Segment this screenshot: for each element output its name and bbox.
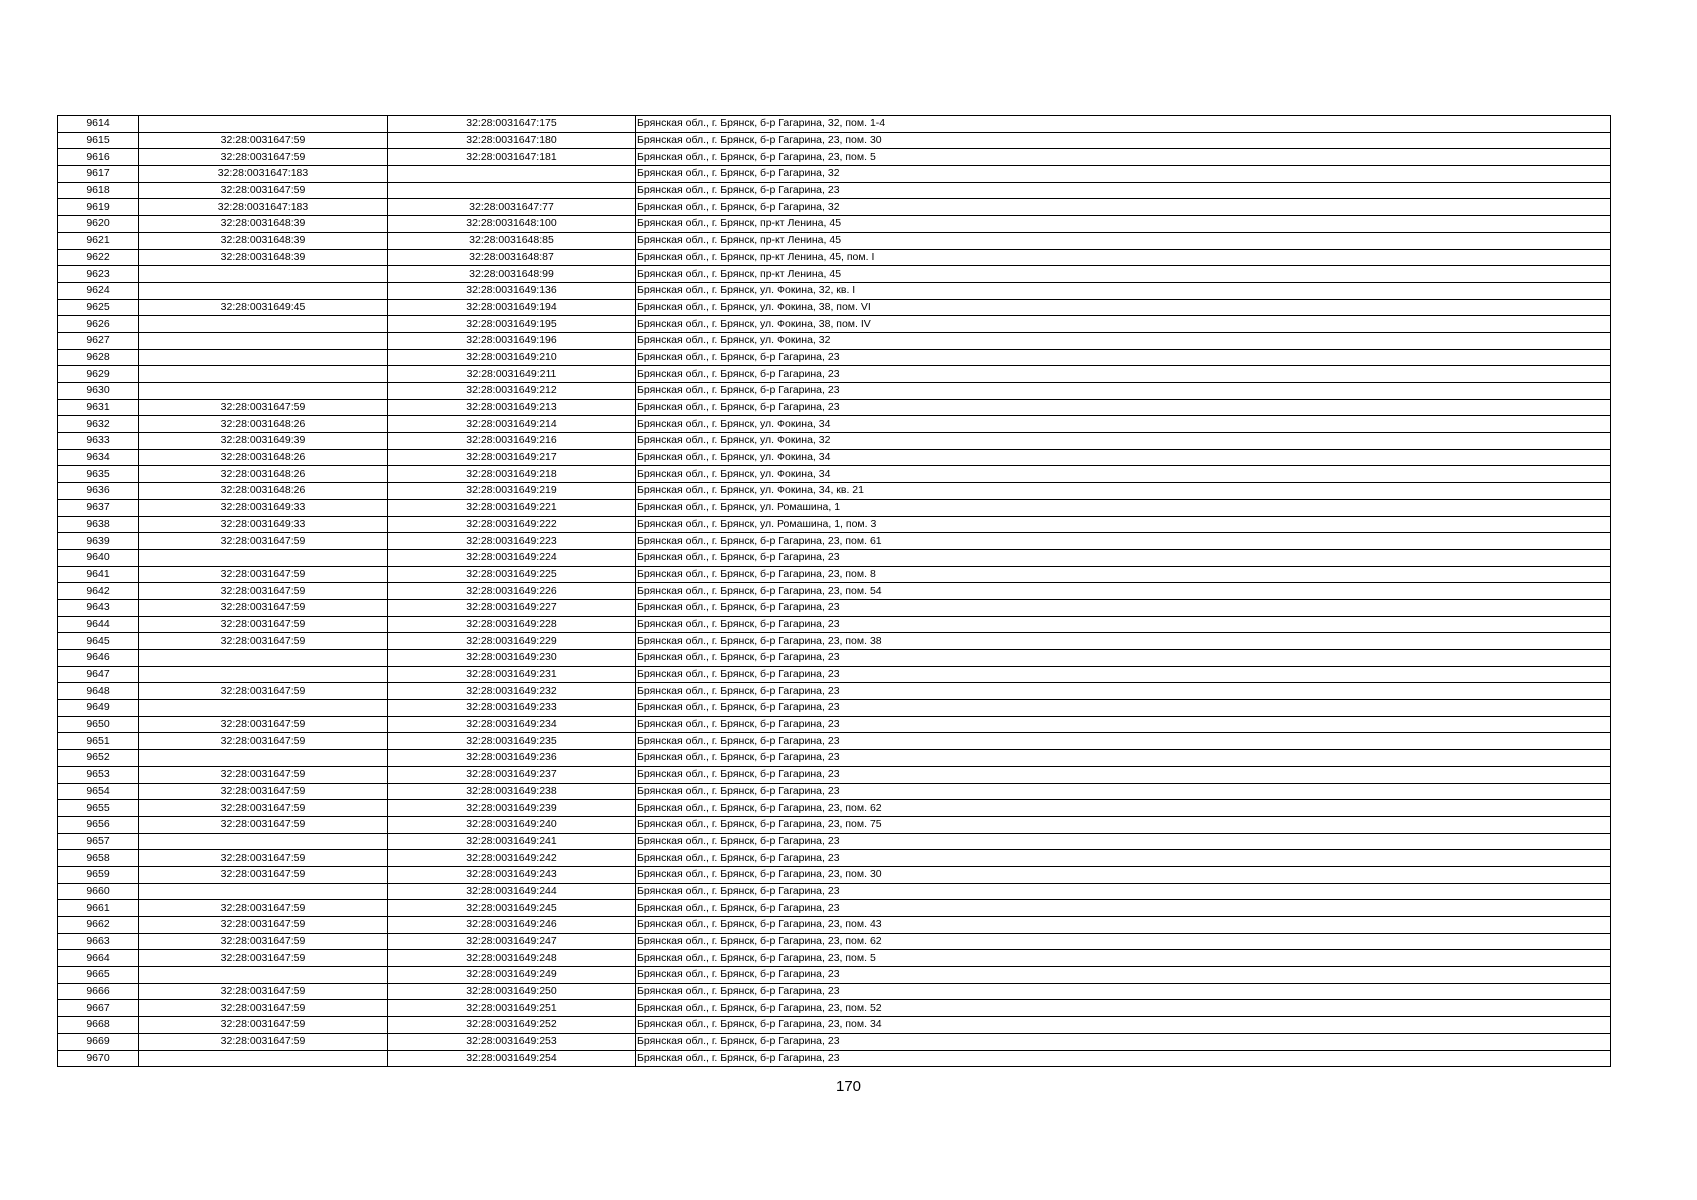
cadastral-number-cell: 32:28:0031649:228 — [388, 616, 636, 633]
parent-cadastral-cell: 32:28:0031648:39 — [139, 232, 388, 249]
parent-cadastral-cell: 32:28:0031647:59 — [139, 1033, 388, 1050]
row-number-cell: 9656 — [58, 816, 139, 833]
cadastral-number-cell: 32:28:0031649:245 — [388, 900, 636, 917]
row-number-cell: 9648 — [58, 683, 139, 700]
parent-cadastral-cell — [139, 750, 388, 767]
table-body — [58, 116, 1611, 1067]
cadastral-number-cell: 32:28:0031649:242 — [388, 850, 636, 867]
cadastral-number-cell: 32:28:0031649:227 — [388, 599, 636, 616]
parent-cadastral-cell: 32:28:0031647:59 — [139, 399, 388, 416]
parent-cadastral-cell: 32:28:0031647:59 — [139, 733, 388, 750]
row-number-cell: 9632 — [58, 416, 139, 433]
cadastral-number-cell: 32:28:0031649:233 — [388, 700, 636, 717]
table-row — [58, 149, 1611, 166]
row-number-cell: 9666 — [58, 983, 139, 1000]
row-number-cell: 9659 — [58, 866, 139, 883]
cadastral-number-cell: 32:28:0031649:136 — [388, 282, 636, 299]
parent-cadastral-cell: 32:28:0031647:59 — [139, 917, 388, 934]
table-row — [58, 549, 1611, 566]
cadastral-number-cell: 32:28:0031649:248 — [388, 950, 636, 967]
parent-cadastral-cell: 32:28:0031648:26 — [139, 483, 388, 500]
address-cell: Брянская обл., г. Брянск, б-р Гагарина, 23 — [636, 850, 1611, 867]
row-number-cell: 9665 — [58, 967, 139, 984]
parent-cadastral-cell: 32:28:0031647:59 — [139, 566, 388, 583]
cadastral-number-cell: 32:28:0031649:249 — [388, 967, 636, 984]
row-number-cell: 9636 — [58, 483, 139, 500]
row-number-cell: 9631 — [58, 399, 139, 416]
parent-cadastral-cell — [139, 282, 388, 299]
row-number-cell: 9618 — [58, 182, 139, 199]
address-cell: Брянская обл., г. Брянск, б-р Гагарина, 23 — [636, 549, 1611, 566]
table-row — [58, 683, 1611, 700]
parent-cadastral-cell: 32:28:0031647:59 — [139, 983, 388, 1000]
parent-cadastral-cell: 32:28:0031647:59 — [139, 1017, 388, 1034]
cadastral-number-cell: 32:28:0031649:224 — [388, 549, 636, 566]
table-row — [58, 533, 1611, 550]
address-cell: Брянская обл., г. Брянск, б-р Гагарина, 23, пом. 5 — [636, 950, 1611, 967]
table-row — [58, 983, 1611, 1000]
table-row — [58, 816, 1611, 833]
parent-cadastral-cell: 32:28:0031647:59 — [139, 583, 388, 600]
row-number-cell: 9616 — [58, 149, 139, 166]
address-cell: Брянская обл., г. Брянск, ул. Фокина, 32 — [636, 433, 1611, 450]
address-cell: Брянская обл., г. Брянск, ул. Ромашина, 1, пом. 3 — [636, 516, 1611, 533]
table-row — [58, 900, 1611, 917]
table-row — [58, 700, 1611, 717]
table-row — [58, 833, 1611, 850]
table-row — [58, 232, 1611, 249]
address-cell: Брянская обл., г. Брянск, б-р Гагарина, 23, пом. 62 — [636, 933, 1611, 950]
address-cell: Брянская обл., г. Брянск, пр-кт Ленина, 45 — [636, 232, 1611, 249]
parent-cadastral-cell: 32:28:0031647:59 — [139, 850, 388, 867]
cadastral-number-cell: 32:28:0031649:222 — [388, 516, 636, 533]
address-cell: Брянская обл., г. Брянск, б-р Гагарина, 23 — [636, 967, 1611, 984]
cadastral-number-cell: 32:28:0031649:194 — [388, 299, 636, 316]
address-cell: Брянская обл., г. Брянск, ул. Фокина, 32, кв. I — [636, 282, 1611, 299]
address-cell: Брянская обл., г. Брянск, б-р Гагарина, 23 — [636, 983, 1611, 1000]
address-cell: Брянская обл., г. Брянск, б-р Гагарина, 23 — [636, 833, 1611, 850]
row-number-cell: 9635 — [58, 466, 139, 483]
table-row — [58, 316, 1611, 333]
row-number-cell: 9626 — [58, 316, 139, 333]
table-row — [58, 399, 1611, 416]
row-number-cell: 9621 — [58, 232, 139, 249]
cadastral-number-cell: 32:28:0031649:232 — [388, 683, 636, 700]
address-cell: Брянская обл., г. Брянск, б-р Гагарина, 23, пом. 43 — [636, 917, 1611, 934]
row-number-cell: 9640 — [58, 549, 139, 566]
table-row — [58, 332, 1611, 349]
row-number-cell: 9660 — [58, 883, 139, 900]
parent-cadastral-cell: 32:28:0031647:59 — [139, 533, 388, 550]
table-row — [58, 466, 1611, 483]
address-cell: Брянская обл., г. Брянск, б-р Гагарина, 23 — [636, 700, 1611, 717]
cadastral-number-cell: 32:28:0031649:211 — [388, 366, 636, 383]
cadastral-number-cell: 32:28:0031648:87 — [388, 249, 636, 266]
row-number-cell: 9637 — [58, 499, 139, 516]
row-number-cell: 9645 — [58, 633, 139, 650]
parent-cadastral-cell — [139, 666, 388, 683]
cadastral-number-cell: 32:28:0031649:218 — [388, 466, 636, 483]
parent-cadastral-cell — [139, 266, 388, 283]
table-row — [58, 216, 1611, 233]
cadastral-number-cell: 32:28:0031648:100 — [388, 216, 636, 233]
parent-cadastral-cell: 32:28:0031647:183 — [139, 199, 388, 216]
row-number-cell: 9644 — [58, 616, 139, 633]
table-row — [58, 516, 1611, 533]
table-row — [58, 266, 1611, 283]
row-number-cell: 9668 — [58, 1017, 139, 1034]
parent-cadastral-cell: 32:28:0031647:59 — [139, 599, 388, 616]
row-number-cell: 9661 — [58, 900, 139, 917]
address-cell: Брянская обл., г. Брянск, б-р Гагарина, 32 — [636, 199, 1611, 216]
row-number-cell: 9627 — [58, 332, 139, 349]
address-cell: Брянская обл., г. Брянск, пр-кт Ленина, 45, пом. I — [636, 249, 1611, 266]
address-cell: Брянская обл., г. Брянск, б-р Гагарина, 23, пом. 61 — [636, 533, 1611, 550]
parent-cadastral-cell: 32:28:0031647:59 — [139, 633, 388, 650]
parent-cadastral-cell: 32:28:0031648:26 — [139, 449, 388, 466]
cadastral-number-cell: 32:28:0031649:251 — [388, 1000, 636, 1017]
row-number-cell: 9629 — [58, 366, 139, 383]
parent-cadastral-cell — [139, 332, 388, 349]
cadastral-number-cell: 32:28:0031649:229 — [388, 633, 636, 650]
parent-cadastral-cell — [139, 549, 388, 566]
cadastral-number-cell — [388, 182, 636, 199]
table-row — [58, 483, 1611, 500]
table-row — [58, 449, 1611, 466]
address-cell: Брянская обл., г. Брянск, б-р Гагарина, 23 — [636, 683, 1611, 700]
table-row — [58, 866, 1611, 883]
row-number-cell: 9650 — [58, 716, 139, 733]
row-number-cell: 9641 — [58, 566, 139, 583]
address-cell: Брянская обл., г. Брянск, б-р Гагарина, 23 — [636, 750, 1611, 767]
cadastral-number-cell: 32:28:0031649:254 — [388, 1050, 636, 1067]
table-row — [58, 1050, 1611, 1067]
cadastral-number-cell: 32:28:0031647:180 — [388, 132, 636, 149]
row-number-cell: 9625 — [58, 299, 139, 316]
address-cell: Брянская обл., г. Брянск, ул. Ромашина, 1 — [636, 499, 1611, 516]
cadastral-number-cell: 32:28:0031649:219 — [388, 483, 636, 500]
parent-cadastral-cell: 32:28:0031647:59 — [139, 132, 388, 149]
address-cell: Брянская обл., г. Брянск, б-р Гагарина, 23 — [636, 399, 1611, 416]
cadastral-number-cell: 32:28:0031649:226 — [388, 583, 636, 600]
parent-cadastral-cell: 32:28:0031647:59 — [139, 950, 388, 967]
parent-cadastral-cell: 32:28:0031647:59 — [139, 683, 388, 700]
parent-cadastral-cell: 32:28:0031649:39 — [139, 433, 388, 450]
parent-cadastral-cell: 32:28:0031648:26 — [139, 466, 388, 483]
parent-cadastral-cell — [139, 967, 388, 984]
address-cell: Брянская обл., г. Брянск, б-р Гагарина, 23, пом. 62 — [636, 800, 1611, 817]
row-number-cell: 9657 — [58, 833, 139, 850]
address-cell: Брянская обл., г. Брянск, ул. Фокина, 34 — [636, 449, 1611, 466]
table-row — [58, 116, 1611, 133]
address-cell: Брянская обл., г. Брянск, б-р Гагарина, 32 — [636, 166, 1611, 183]
row-number-cell: 9630 — [58, 383, 139, 400]
cadastral-number-cell: 32:28:0031649:195 — [388, 316, 636, 333]
parent-cadastral-cell — [139, 316, 388, 333]
parent-cadastral-cell: 32:28:0031649:33 — [139, 499, 388, 516]
cadastral-number-cell: 32:28:0031649:221 — [388, 499, 636, 516]
cadastral-number-cell: 32:28:0031649:214 — [388, 416, 636, 433]
table-row — [58, 933, 1611, 950]
row-number-cell: 9647 — [58, 666, 139, 683]
cadastral-number-cell: 32:28:0031649:216 — [388, 433, 636, 450]
parent-cadastral-cell: 32:28:0031647:59 — [139, 149, 388, 166]
row-number-cell: 9633 — [58, 433, 139, 450]
row-number-cell: 9658 — [58, 850, 139, 867]
parent-cadastral-cell — [139, 366, 388, 383]
address-cell: Брянская обл., г. Брянск, б-р Гагарина, 23, пом. 54 — [636, 583, 1611, 600]
cadastral-number-cell: 32:28:0031649:244 — [388, 883, 636, 900]
parent-cadastral-cell: 32:28:0031647:59 — [139, 800, 388, 817]
address-cell: Брянская обл., г. Брянск, б-р Гагарина, 23 — [636, 599, 1611, 616]
row-number-cell: 9667 — [58, 1000, 139, 1017]
parent-cadastral-cell — [139, 883, 388, 900]
parent-cadastral-cell: 32:28:0031649:45 — [139, 299, 388, 316]
parent-cadastral-cell: 32:28:0031647:59 — [139, 783, 388, 800]
cadastral-number-cell: 32:28:0031649:231 — [388, 666, 636, 683]
table-row — [58, 766, 1611, 783]
address-cell: Брянская обл., г. Брянск, пр-кт Ленина, 45 — [636, 216, 1611, 233]
table-row — [58, 383, 1611, 400]
row-number-cell: 9614 — [58, 116, 139, 133]
cadastral-number-cell: 32:28:0031648:85 — [388, 232, 636, 249]
table-row — [58, 416, 1611, 433]
parent-cadastral-cell: 32:28:0031648:39 — [139, 249, 388, 266]
table-row — [58, 1033, 1611, 1050]
table-row — [58, 132, 1611, 149]
cadastral-number-cell: 32:28:0031649:223 — [388, 533, 636, 550]
address-cell: Брянская обл., г. Брянск, б-р Гагарина, 23 — [636, 616, 1611, 633]
table-row — [58, 716, 1611, 733]
address-cell: Брянская обл., г. Брянск, б-р Гагарина, 23 — [636, 900, 1611, 917]
row-number-cell: 9652 — [58, 750, 139, 767]
cadastral-number-cell: 32:28:0031648:99 — [388, 266, 636, 283]
parent-cadastral-cell: 32:28:0031647:59 — [139, 866, 388, 883]
cadastral-number-cell: 32:28:0031649:237 — [388, 766, 636, 783]
row-number-cell: 9623 — [58, 266, 139, 283]
cadastral-number-cell: 32:28:0031649:217 — [388, 449, 636, 466]
row-number-cell: 9646 — [58, 650, 139, 667]
address-cell: Брянская обл., г. Брянск, б-р Гагарина, 23 — [636, 650, 1611, 667]
address-cell: Брянская обл., г. Брянск, б-р Гагарина, 23, пом. 8 — [636, 566, 1611, 583]
address-cell: Брянская обл., г. Брянск, ул. Фокина, 38, пом. IV — [636, 316, 1611, 333]
cadastral-number-cell: 32:28:0031649:230 — [388, 650, 636, 667]
cadastral-number-cell: 32:28:0031649:243 — [388, 866, 636, 883]
address-cell: Брянская обл., г. Брянск, б-р Гагарина, 23 — [636, 1033, 1611, 1050]
table-row — [58, 599, 1611, 616]
cadastral-number-cell: 32:28:0031649:253 — [388, 1033, 636, 1050]
cadastral-number-cell: 32:28:0031647:77 — [388, 199, 636, 216]
parent-cadastral-cell: 32:28:0031648:26 — [139, 416, 388, 433]
parent-cadastral-cell — [139, 700, 388, 717]
cadastral-number-cell: 32:28:0031649:196 — [388, 332, 636, 349]
table-row — [58, 299, 1611, 316]
address-cell: Брянская обл., г. Брянск, б-р Гагарина, 23 — [636, 666, 1611, 683]
address-cell: Брянская обл., г. Брянск, б-р Гагарина, 23 — [636, 733, 1611, 750]
address-cell: Брянская обл., г. Брянск, б-р Гагарина, 23, пом. 30 — [636, 866, 1611, 883]
cadastral-number-cell: 32:28:0031649:235 — [388, 733, 636, 750]
parent-cadastral-cell — [139, 650, 388, 667]
row-number-cell: 9663 — [58, 933, 139, 950]
row-number-cell: 9619 — [58, 199, 139, 216]
table-row — [58, 499, 1611, 516]
cadastral-table — [57, 115, 1611, 1067]
row-number-cell: 9649 — [58, 700, 139, 717]
table-row — [58, 633, 1611, 650]
row-number-cell: 9617 — [58, 166, 139, 183]
row-number-cell: 9634 — [58, 449, 139, 466]
table-row — [58, 1017, 1611, 1034]
row-number-cell: 9615 — [58, 132, 139, 149]
address-cell: Брянская обл., г. Брянск, б-р Гагарина, 23 — [636, 716, 1611, 733]
table-row — [58, 282, 1611, 299]
table-row — [58, 249, 1611, 266]
row-number-cell: 9664 — [58, 950, 139, 967]
address-cell: Брянская обл., г. Брянск, ул. Фокина, 38, пом. VI — [636, 299, 1611, 316]
row-number-cell: 9669 — [58, 1033, 139, 1050]
row-number-cell: 9651 — [58, 733, 139, 750]
parent-cadastral-cell: 32:28:0031647:59 — [139, 900, 388, 917]
parent-cadastral-cell — [139, 383, 388, 400]
address-cell: Брянская обл., г. Брянск, б-р Гагарина, 23 — [636, 783, 1611, 800]
table-row — [58, 1000, 1611, 1017]
row-number-cell: 9639 — [58, 533, 139, 550]
address-cell: Брянская обл., г. Брянск, б-р Гагарина, 23, пом. 34 — [636, 1017, 1611, 1034]
table-row — [58, 850, 1611, 867]
page-number: 170 — [835, 1078, 862, 1095]
table-row — [58, 800, 1611, 817]
address-cell: Брянская обл., г. Брянск, б-р Гагарина, 23, пом. 75 — [636, 816, 1611, 833]
address-cell: Брянская обл., г. Брянск, ул. Фокина, 32 — [636, 332, 1611, 349]
parent-cadastral-cell: 32:28:0031647:59 — [139, 182, 388, 199]
table-row — [58, 433, 1611, 450]
address-cell: Брянская обл., г. Брянск, б-р Гагарина, 23 — [636, 366, 1611, 383]
address-cell: Брянская обл., г. Брянск, б-р Гагарина, 23, пом. 30 — [636, 132, 1611, 149]
parent-cadastral-cell: 32:28:0031647:59 — [139, 766, 388, 783]
cadastral-number-cell: 32:28:0031649:241 — [388, 833, 636, 850]
address-cell: Брянская обл., г. Брянск, пр-кт Ленина, 45 — [636, 266, 1611, 283]
parent-cadastral-cell: 32:28:0031647:183 — [139, 166, 388, 183]
parent-cadastral-cell: 32:28:0031647:59 — [139, 1000, 388, 1017]
cadastral-number-cell: 32:28:0031649:225 — [388, 566, 636, 583]
table-row — [58, 950, 1611, 967]
table-row — [58, 883, 1611, 900]
table-row — [58, 650, 1611, 667]
parent-cadastral-cell — [139, 116, 388, 133]
row-number-cell: 9622 — [58, 249, 139, 266]
parent-cadastral-cell: 32:28:0031647:59 — [139, 816, 388, 833]
table-row — [58, 917, 1611, 934]
address-cell: Брянская обл., г. Брянск, ул. Фокина, 34 — [636, 416, 1611, 433]
cadastral-number-cell: 32:28:0031649:213 — [388, 399, 636, 416]
cadastral-number-cell: 32:28:0031649:240 — [388, 816, 636, 833]
address-cell: Брянская обл., г. Брянск, б-р Гагарина, 23 — [636, 883, 1611, 900]
cadastral-number-cell: 32:28:0031649:250 — [388, 983, 636, 1000]
row-number-cell: 9654 — [58, 783, 139, 800]
parent-cadastral-cell: 32:28:0031647:59 — [139, 616, 388, 633]
address-cell: Брянская обл., г. Брянск, ул. Фокина, 34, кв. 21 — [636, 483, 1611, 500]
table-row — [58, 783, 1611, 800]
address-cell: Брянская обл., г. Брянск, б-р Гагарина, 23 — [636, 766, 1611, 783]
row-number-cell: 9628 — [58, 349, 139, 366]
table-row — [58, 199, 1611, 216]
address-cell: Брянская обл., г. Брянск, б-р Гагарина, 23, пом. 52 — [636, 1000, 1611, 1017]
row-number-cell: 9653 — [58, 766, 139, 783]
row-number-cell: 9643 — [58, 599, 139, 616]
parent-cadastral-cell: 32:28:0031649:33 — [139, 516, 388, 533]
cadastral-number-cell: 32:28:0031647:175 — [388, 116, 636, 133]
address-cell: Брянская обл., г. Брянск, б-р Гагарина, 23 — [636, 1050, 1611, 1067]
cadastral-number-cell: 32:28:0031647:181 — [388, 149, 636, 166]
address-cell: Брянская обл., г. Брянск, б-р Гагарина, 23, пом. 38 — [636, 633, 1611, 650]
parent-cadastral-cell — [139, 833, 388, 850]
cadastral-number-cell: 32:28:0031649:210 — [388, 349, 636, 366]
cadastral-number-cell: 32:28:0031649:236 — [388, 750, 636, 767]
row-number-cell: 9642 — [58, 583, 139, 600]
table-row — [58, 666, 1611, 683]
cadastral-number-cell: 32:28:0031649:212 — [388, 383, 636, 400]
parent-cadastral-cell — [139, 349, 388, 366]
table-row — [58, 616, 1611, 633]
row-number-cell: 9638 — [58, 516, 139, 533]
address-cell: Брянская обл., г. Брянск, б-р Гагарина, 23 — [636, 182, 1611, 199]
row-number-cell: 9620 — [58, 216, 139, 233]
address-cell: Брянская обл., г. Брянск, б-р Гагарина, 23, пом. 5 — [636, 149, 1611, 166]
table-row — [58, 750, 1611, 767]
row-number-cell: 9624 — [58, 282, 139, 299]
table-row — [58, 583, 1611, 600]
table-row — [58, 182, 1611, 199]
cadastral-number-cell: 32:28:0031649:234 — [388, 716, 636, 733]
parent-cadastral-cell: 32:28:0031647:59 — [139, 933, 388, 950]
cadastral-number-cell: 32:28:0031649:247 — [388, 933, 636, 950]
row-number-cell: 9662 — [58, 917, 139, 934]
table-row — [58, 733, 1611, 750]
table-row — [58, 366, 1611, 383]
cadastral-number-cell: 32:28:0031649:238 — [388, 783, 636, 800]
row-number-cell: 9670 — [58, 1050, 139, 1067]
cadastral-number-cell: 32:28:0031649:239 — [388, 800, 636, 817]
address-cell: Брянская обл., г. Брянск, б-р Гагарина, 32, пом. 1-4 — [636, 116, 1611, 133]
address-cell: Брянская обл., г. Брянск, ул. Фокина, 34 — [636, 466, 1611, 483]
table-row — [58, 349, 1611, 366]
cadastral-number-cell — [388, 166, 636, 183]
parent-cadastral-cell: 32:28:0031648:39 — [139, 216, 388, 233]
address-cell: Брянская обл., г. Брянск, б-р Гагарина, 23 — [636, 383, 1611, 400]
parent-cadastral-cell: 32:28:0031647:59 — [139, 716, 388, 733]
table-row — [58, 967, 1611, 984]
table-row — [58, 166, 1611, 183]
row-number-cell: 9655 — [58, 800, 139, 817]
parent-cadastral-cell — [139, 1050, 388, 1067]
address-cell: Брянская обл., г. Брянск, б-р Гагарина, 23 — [636, 349, 1611, 366]
cadastral-number-cell: 32:28:0031649:246 — [388, 917, 636, 934]
table-row — [58, 566, 1611, 583]
cadastral-number-cell: 32:28:0031649:252 — [388, 1017, 636, 1034]
